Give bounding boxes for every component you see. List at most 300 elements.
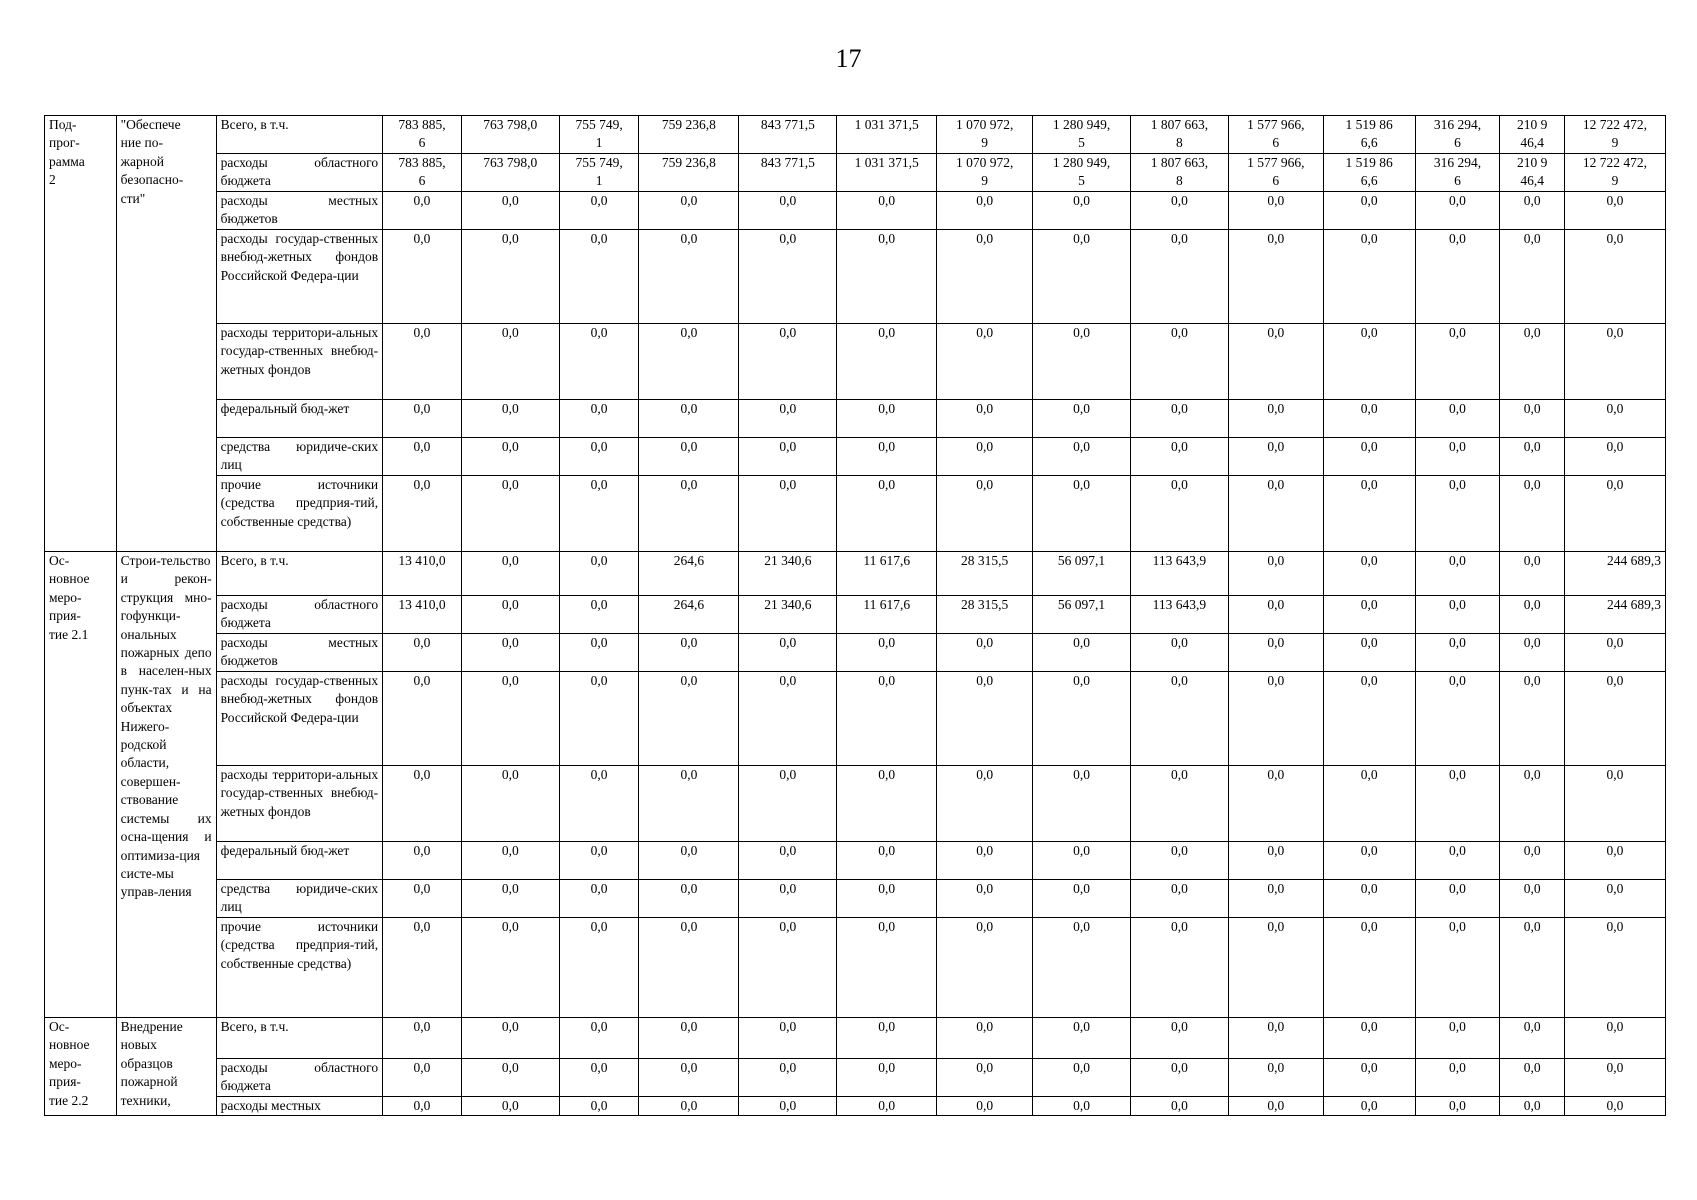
value-cell: 0,0: [1564, 880, 1665, 918]
value-cell: 0,0: [1323, 880, 1415, 918]
value-cell: 0,0: [937, 842, 1033, 880]
value-cell: 783 885, 6: [383, 116, 462, 154]
value-cell: 0,0: [837, 1097, 937, 1116]
value-cell: 0,0: [1415, 1097, 1500, 1116]
value-cell: 0,0: [461, 1059, 559, 1097]
value-cell: 0,0: [1033, 1059, 1131, 1097]
value-cell: 0,0: [1564, 476, 1665, 552]
value-cell: 0,0: [1415, 1059, 1500, 1097]
value-cell: 0,0: [1500, 842, 1565, 880]
value-cell: 0,0: [559, 438, 639, 476]
value-cell: 1 070 972, 9: [937, 116, 1033, 154]
value-cell: 0,0: [1415, 672, 1500, 766]
value-cell: 264,6: [639, 552, 739, 596]
value-cell: 0,0: [1323, 1059, 1415, 1097]
table-row: [45, 438, 1666, 476]
value-cell: 0,0: [837, 918, 937, 1018]
value-cell: 0,0: [1033, 842, 1131, 880]
value-cell: 0,0: [1500, 476, 1565, 552]
value-cell: 0,0: [1564, 1097, 1665, 1116]
value-cell: 1 807 663, 8: [1130, 154, 1228, 192]
value-cell: 0,0: [639, 672, 739, 766]
value-cell: 0,0: [1228, 192, 1323, 230]
value-cell: 0,0: [1228, 766, 1323, 842]
value-cell: 0,0: [739, 230, 837, 324]
value-cell: 0,0: [1228, 634, 1323, 672]
value-cell: 0,0: [559, 918, 639, 1018]
value-cell: 0,0: [1228, 552, 1323, 596]
value-cell: 21 340,6: [739, 596, 837, 634]
value-cell: 0,0: [937, 918, 1033, 1018]
value-cell: 13 410,0: [383, 552, 462, 596]
value-cell: 783 885, 6: [383, 154, 462, 192]
value-cell: 0,0: [837, 324, 937, 400]
value-cell: 0,0: [1500, 766, 1565, 842]
table-row: [45, 230, 1666, 324]
value-cell: 0,0: [739, 192, 837, 230]
value-cell: 0,0: [639, 766, 739, 842]
page-number: 17: [835, 44, 862, 73]
value-cell: 0,0: [1564, 230, 1665, 324]
value-cell: 1 280 949, 5: [1033, 154, 1131, 192]
value-cell: 21 340,6: [739, 552, 837, 596]
value-cell: 0,0: [1130, 476, 1228, 552]
value-cell: 0,0: [937, 766, 1033, 842]
value-cell: 0,0: [1500, 192, 1565, 230]
value-cell: 0,0: [1033, 766, 1131, 842]
value-cell: 0,0: [559, 672, 639, 766]
value-cell: 1 280 949, 5: [1033, 116, 1131, 154]
value-cell: 113 643,9: [1130, 596, 1228, 634]
value-cell: 0,0: [559, 230, 639, 324]
value-cell: 0,0: [1500, 918, 1565, 1018]
value-cell: 0,0: [383, 634, 462, 672]
value-cell: 0,0: [1564, 1018, 1665, 1059]
section-code: Ос- новное меро- прия- тие 2.1: [45, 552, 117, 1018]
value-cell: 12 722 472, 9: [1564, 116, 1665, 154]
value-cell: 0,0: [1228, 1097, 1323, 1116]
value-cell: 0,0: [1228, 842, 1323, 880]
value-cell: 0,0: [1228, 1018, 1323, 1059]
value-cell: 0,0: [1564, 918, 1665, 1018]
value-cell: 0,0: [1228, 324, 1323, 400]
value-cell: 0,0: [383, 230, 462, 324]
value-cell: 0,0: [1033, 1097, 1131, 1116]
funding-source-label: расходы местных бюджетов: [216, 192, 383, 230]
value-cell: 843 771,5: [739, 154, 837, 192]
value-cell: 0,0: [559, 324, 639, 400]
value-cell: 0,0: [461, 842, 559, 880]
value-cell: 0,0: [639, 918, 739, 1018]
value-cell: 0,0: [1033, 400, 1131, 438]
table-row: [45, 154, 1666, 192]
value-cell: 0,0: [383, 324, 462, 400]
value-cell: 0,0: [559, 596, 639, 634]
table-row: [45, 192, 1666, 230]
value-cell: 0,0: [739, 1097, 837, 1116]
value-cell: 755 749, 1: [559, 116, 639, 154]
funding-source-label: Всего, в т.ч.: [216, 116, 383, 154]
value-cell: 0,0: [937, 1059, 1033, 1097]
value-cell: 56 097,1: [1033, 552, 1131, 596]
value-cell: 0,0: [1323, 634, 1415, 672]
value-cell: 0,0: [559, 552, 639, 596]
value-cell: 0,0: [1500, 400, 1565, 438]
value-cell: 210 9 46,4: [1500, 116, 1565, 154]
value-cell: 0,0: [739, 400, 837, 438]
table-row: [45, 552, 1666, 596]
value-cell: 0,0: [1500, 672, 1565, 766]
value-cell: 0,0: [1415, 552, 1500, 596]
value-cell: 0,0: [837, 634, 937, 672]
value-cell: 0,0: [739, 1059, 837, 1097]
value-cell: 0,0: [1564, 324, 1665, 400]
value-cell: 0,0: [639, 1097, 739, 1116]
value-cell: 0,0: [1500, 230, 1565, 324]
value-cell: 0,0: [1130, 192, 1228, 230]
value-cell: 0,0: [1228, 438, 1323, 476]
table-row: [45, 476, 1666, 552]
value-cell: 0,0: [1415, 476, 1500, 552]
value-cell: 56 097,1: [1033, 596, 1131, 634]
value-cell: 0,0: [559, 192, 639, 230]
value-cell: 0,0: [1500, 1059, 1565, 1097]
value-cell: 0,0: [1500, 1097, 1565, 1116]
value-cell: 0,0: [1500, 596, 1565, 634]
value-cell: 0,0: [1415, 400, 1500, 438]
value-cell: 0,0: [1033, 880, 1131, 918]
value-cell: 0,0: [559, 1059, 639, 1097]
value-cell: 1 577 966, 6: [1228, 154, 1323, 192]
value-cell: 113 643,9: [1130, 552, 1228, 596]
value-cell: 0,0: [639, 476, 739, 552]
table-row: [45, 116, 1666, 154]
value-cell: 0,0: [461, 672, 559, 766]
value-cell: 0,0: [1228, 400, 1323, 438]
value-cell: 0,0: [937, 1018, 1033, 1059]
table-row: [45, 324, 1666, 400]
funding-source-label: прочие источники (средства предприя-тий, собственные средства): [216, 476, 383, 552]
value-cell: 0,0: [1033, 192, 1131, 230]
value-cell: 0,0: [837, 766, 937, 842]
value-cell: 0,0: [1323, 1097, 1415, 1116]
funding-source-label: расходы государ-ственных внебюд-жетных фондов Российской Федера-ции: [216, 230, 383, 324]
value-cell: 316 294, 6: [1415, 154, 1500, 192]
value-cell: 0,0: [1415, 842, 1500, 880]
section-code: Под- прог- рамма 2: [45, 116, 117, 552]
value-cell: 0,0: [1130, 400, 1228, 438]
value-cell: 0,0: [639, 1059, 739, 1097]
value-cell: 0,0: [559, 842, 639, 880]
value-cell: 0,0: [1228, 1059, 1323, 1097]
value-cell: 0,0: [383, 1097, 462, 1116]
value-cell: 0,0: [1323, 324, 1415, 400]
value-cell: 0,0: [1323, 596, 1415, 634]
value-cell: 12 722 472, 9: [1564, 154, 1665, 192]
value-cell: 0,0: [937, 230, 1033, 324]
value-cell: 1 577 966, 6: [1228, 116, 1323, 154]
value-cell: 0,0: [1323, 476, 1415, 552]
funding-source-label: расходы областного бюджета: [216, 154, 383, 192]
section-code: Ос- новное меро- прия- тие 2.2: [45, 1018, 117, 1116]
value-cell: 763 798,0: [461, 116, 559, 154]
section-name: "Обеспече ние по- жарной безопасно- сти": [116, 116, 216, 552]
value-cell: 0,0: [461, 324, 559, 400]
value-cell: 0,0: [461, 476, 559, 552]
value-cell: 0,0: [1564, 766, 1665, 842]
value-cell: 0,0: [1033, 438, 1131, 476]
value-cell: 0,0: [1415, 918, 1500, 1018]
value-cell: 0,0: [739, 476, 837, 552]
value-cell: 0,0: [1228, 230, 1323, 324]
funding-source-label: Всего, в т.ч.: [216, 552, 383, 596]
value-cell: 0,0: [1130, 880, 1228, 918]
value-cell: 0,0: [1415, 634, 1500, 672]
value-cell: 0,0: [739, 324, 837, 400]
value-cell: 0,0: [461, 1018, 559, 1059]
value-cell: 0,0: [461, 918, 559, 1018]
value-cell: 0,0: [461, 552, 559, 596]
value-cell: 0,0: [739, 880, 837, 918]
value-cell: 0,0: [1415, 596, 1500, 634]
value-cell: 244 689,3: [1564, 552, 1665, 596]
value-cell: 0,0: [1130, 1097, 1228, 1116]
value-cell: 0,0: [383, 842, 462, 880]
table-row: [45, 400, 1666, 438]
section-name: Внедрение новых образцов пожарной техники,: [116, 1018, 216, 1116]
value-cell: 0,0: [739, 1018, 837, 1059]
value-cell: 0,0: [383, 476, 462, 552]
value-cell: 0,0: [739, 766, 837, 842]
value-cell: 0,0: [1415, 766, 1500, 842]
value-cell: 0,0: [383, 880, 462, 918]
value-cell: 11 617,6: [837, 552, 937, 596]
value-cell: 0,0: [937, 634, 1033, 672]
value-cell: 0,0: [1564, 1059, 1665, 1097]
value-cell: 0,0: [383, 192, 462, 230]
value-cell: 0,0: [1500, 1018, 1565, 1059]
value-cell: 0,0: [1130, 918, 1228, 1018]
value-cell: 0,0: [937, 476, 1033, 552]
value-cell: 0,0: [461, 1097, 559, 1116]
value-cell: 0,0: [559, 880, 639, 918]
table-row: [45, 766, 1666, 842]
value-cell: 0,0: [1564, 438, 1665, 476]
table-row: [45, 596, 1666, 634]
value-cell: 0,0: [1033, 324, 1131, 400]
value-cell: 0,0: [559, 476, 639, 552]
table-row: [45, 1018, 1666, 1059]
table-row: [45, 1059, 1666, 1097]
value-cell: 0,0: [383, 918, 462, 1018]
value-cell: 1 031 371,5: [837, 154, 937, 192]
funding-source-label: федеральный бюд-жет: [216, 400, 383, 438]
value-cell: 0,0: [461, 596, 559, 634]
value-cell: 264,6: [639, 596, 739, 634]
value-cell: 0,0: [1323, 766, 1415, 842]
value-cell: 28 315,5: [937, 596, 1033, 634]
value-cell: 13 410,0: [383, 596, 462, 634]
table-row: [45, 880, 1666, 918]
value-cell: 0,0: [1228, 672, 1323, 766]
value-cell: 0,0: [1500, 324, 1565, 400]
value-cell: 0,0: [383, 672, 462, 766]
value-cell: 759 236,8: [639, 116, 739, 154]
funding-source-label: Всего, в т.ч.: [216, 1018, 383, 1059]
funding-source-label: расходы областного бюджета: [216, 1059, 383, 1097]
value-cell: 0,0: [1130, 438, 1228, 476]
value-cell: 0,0: [1323, 842, 1415, 880]
value-cell: 0,0: [383, 766, 462, 842]
value-cell: 0,0: [461, 880, 559, 918]
value-cell: 0,0: [837, 230, 937, 324]
value-cell: 0,0: [1564, 400, 1665, 438]
value-cell: 0,0: [1033, 230, 1131, 324]
value-cell: 0,0: [1228, 918, 1323, 1018]
value-cell: 0,0: [559, 400, 639, 438]
value-cell: 0,0: [937, 672, 1033, 766]
value-cell: 0,0: [639, 192, 739, 230]
value-cell: 0,0: [837, 842, 937, 880]
value-cell: 0,0: [739, 634, 837, 672]
section-name: Строи-тельство и рекон-струкция мно-гофункци-ональных пожарных депо в населен-ных пунк-тах и на объектах Нижего-родской области, совершен-ствование системы их осна-щения и оптимиза-ция систе-мы управ-ления: [116, 552, 216, 1018]
value-cell: 0,0: [1323, 552, 1415, 596]
table-row: [45, 1097, 1666, 1116]
value-cell: 0,0: [559, 1018, 639, 1059]
value-cell: 0,0: [1323, 192, 1415, 230]
funding-source-label: расходы областного бюджета: [216, 596, 383, 634]
value-cell: 0,0: [1323, 400, 1415, 438]
funding-source-label: расходы территори-альных государ-ственных внебюд-жетных фондов: [216, 766, 383, 842]
value-cell: 0,0: [559, 766, 639, 842]
budget-table: [44, 115, 1666, 1116]
funding-source-label: расходы местных: [216, 1097, 383, 1116]
value-cell: 0,0: [937, 324, 1033, 400]
value-cell: 0,0: [837, 476, 937, 552]
value-cell: 0,0: [1130, 766, 1228, 842]
funding-source-label: расходы территори-альных государ-ственных внебюд-жетных фондов: [216, 324, 383, 400]
value-cell: 0,0: [739, 438, 837, 476]
value-cell: 0,0: [837, 880, 937, 918]
value-cell: 0,0: [1564, 634, 1665, 672]
table-row: [45, 634, 1666, 672]
funding-source-label: расходы местных бюджетов: [216, 634, 383, 672]
value-cell: 0,0: [1564, 192, 1665, 230]
value-cell: 0,0: [1130, 1059, 1228, 1097]
value-cell: 0,0: [1323, 672, 1415, 766]
value-cell: 0,0: [1564, 842, 1665, 880]
value-cell: 0,0: [1130, 1018, 1228, 1059]
value-cell: 0,0: [1415, 192, 1500, 230]
value-cell: 0,0: [383, 1059, 462, 1097]
value-cell: 11 617,6: [837, 596, 937, 634]
value-cell: 0,0: [1228, 596, 1323, 634]
value-cell: 0,0: [639, 880, 739, 918]
value-cell: 0,0: [383, 1018, 462, 1059]
value-cell: 0,0: [739, 842, 837, 880]
value-cell: 0,0: [837, 438, 937, 476]
value-cell: 0,0: [639, 1018, 739, 1059]
value-cell: 0,0: [1130, 842, 1228, 880]
value-cell: 0,0: [1033, 476, 1131, 552]
value-cell: 0,0: [837, 1018, 937, 1059]
value-cell: 0,0: [1500, 634, 1565, 672]
value-cell: 0,0: [1033, 634, 1131, 672]
value-cell: 0,0: [461, 438, 559, 476]
value-cell: 0,0: [559, 1097, 639, 1116]
value-cell: 0,0: [1130, 324, 1228, 400]
value-cell: 0,0: [383, 400, 462, 438]
value-cell: 0,0: [639, 324, 739, 400]
value-cell: 0,0: [1415, 880, 1500, 918]
value-cell: 0,0: [1500, 880, 1565, 918]
value-cell: 0,0: [639, 634, 739, 672]
value-cell: 0,0: [1415, 324, 1500, 400]
value-cell: 0,0: [461, 766, 559, 842]
value-cell: 0,0: [461, 192, 559, 230]
table-row: [45, 672, 1666, 766]
funding-source-label: федеральный бюд-жет: [216, 842, 383, 880]
value-cell: 0,0: [1130, 230, 1228, 324]
value-cell: 0,0: [1415, 230, 1500, 324]
value-cell: 0,0: [1228, 476, 1323, 552]
table-row: [45, 842, 1666, 880]
value-cell: 244 689,3: [1564, 596, 1665, 634]
value-cell: 0,0: [1323, 1018, 1415, 1059]
value-cell: 0,0: [1228, 880, 1323, 918]
value-cell: 0,0: [1323, 230, 1415, 324]
value-cell: 0,0: [461, 230, 559, 324]
table-row: [45, 918, 1666, 1018]
value-cell: 0,0: [461, 634, 559, 672]
value-cell: 0,0: [1415, 438, 1500, 476]
value-cell: 0,0: [837, 192, 937, 230]
value-cell: 0,0: [639, 842, 739, 880]
value-cell: 755 749, 1: [559, 154, 639, 192]
value-cell: 1 070 972, 9: [937, 154, 1033, 192]
value-cell: 316 294, 6: [1415, 116, 1500, 154]
value-cell: 0,0: [639, 438, 739, 476]
funding-source-label: средства юридиче-ских лиц: [216, 880, 383, 918]
value-cell: 28 315,5: [937, 552, 1033, 596]
value-cell: 0,0: [937, 192, 1033, 230]
value-cell: 0,0: [1323, 438, 1415, 476]
value-cell: 0,0: [1500, 552, 1565, 596]
value-cell: 0,0: [383, 438, 462, 476]
funding-source-label: расходы государ-ственных внебюд-жетных фондов Российской Федера-ции: [216, 672, 383, 766]
value-cell: 0,0: [639, 230, 739, 324]
value-cell: 0,0: [639, 400, 739, 438]
value-cell: 0,0: [837, 400, 937, 438]
value-cell: 0,0: [937, 880, 1033, 918]
value-cell: 0,0: [937, 400, 1033, 438]
value-cell: 210 9 46,4: [1500, 154, 1565, 192]
value-cell: 0,0: [1130, 634, 1228, 672]
value-cell: 0,0: [1500, 438, 1565, 476]
value-cell: 0,0: [461, 400, 559, 438]
funding-source-label: прочие источники (средства предприя-тий, собственные средства): [216, 918, 383, 1018]
funding-source-label: средства юридиче-ских лиц: [216, 438, 383, 476]
value-cell: 0,0: [739, 918, 837, 1018]
value-cell: 1 519 86 6,6: [1323, 154, 1415, 192]
value-cell: 0,0: [1130, 672, 1228, 766]
value-cell: 1 807 663, 8: [1130, 116, 1228, 154]
value-cell: 759 236,8: [639, 154, 739, 192]
value-cell: 0,0: [1323, 918, 1415, 1018]
value-cell: 0,0: [559, 634, 639, 672]
value-cell: 843 771,5: [739, 116, 837, 154]
value-cell: 763 798,0: [461, 154, 559, 192]
